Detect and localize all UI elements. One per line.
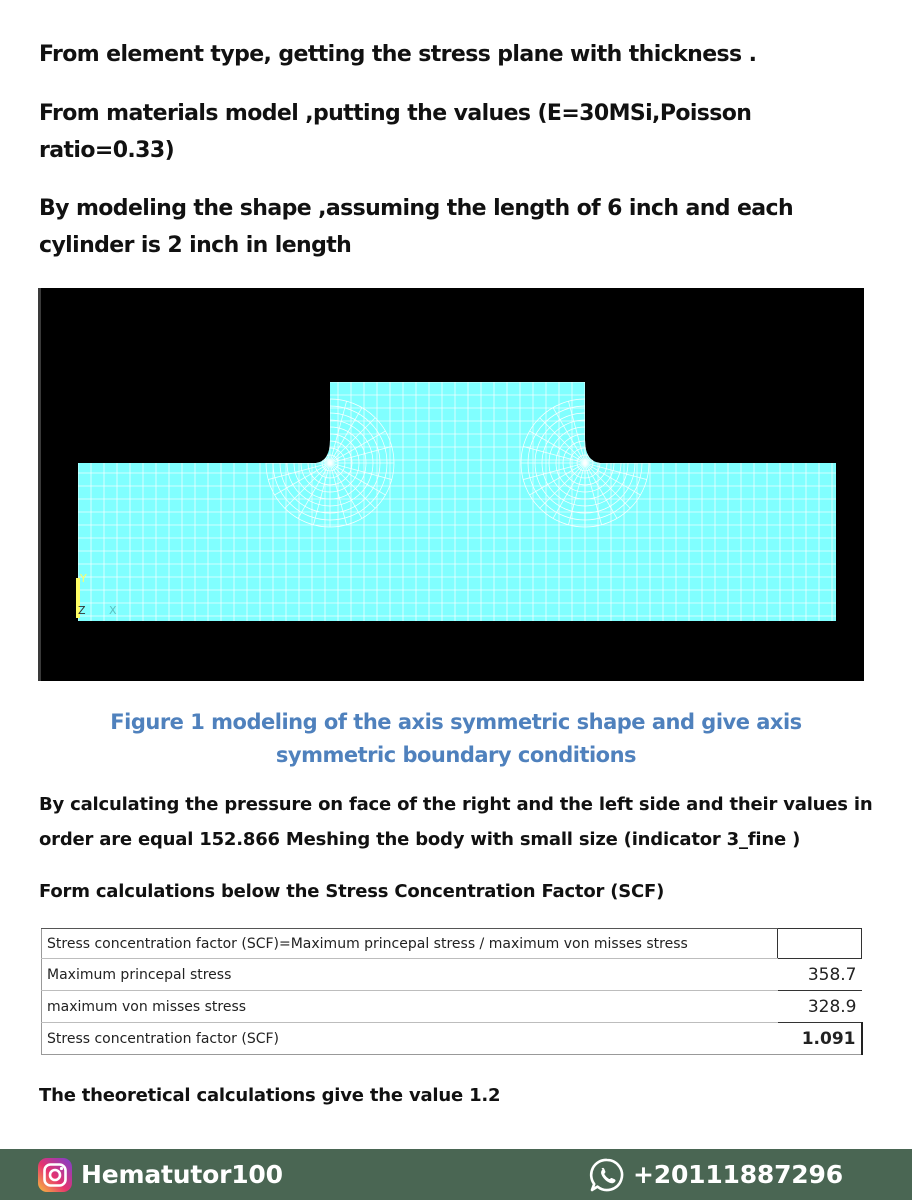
table-row [42,991,862,1023]
table-row [42,1023,862,1055]
mesh-body [78,382,836,621]
mesh-line [585,401,602,463]
mesh-line [585,446,647,463]
phone-number: +20111887296 [633,1160,843,1189]
paragraph-theoretical-value: The theoretical calculations give the value 1.2 [39,1085,501,1106]
mesh-line [585,418,630,463]
instagram-handle: Hematutor100 [81,1160,283,1189]
table-value-cell: 328.9 [778,991,862,1023]
mesh-line [285,418,330,463]
triad-y-label: Y [80,572,87,585]
mesh-line [313,401,330,463]
table-label-cell: Maximum princepal stress [42,959,778,991]
figure-caption: Figure 1 modeling of the axis symmetric shape and give axis symmetric boundary conditions [110,710,802,767]
whatsapp-icon [589,1157,625,1193]
whatsapp-link[interactable] [589,1149,843,1200]
mesh-line [268,446,330,463]
mesh-line [585,408,617,463]
table-row [42,959,862,991]
mesh-line [585,431,640,463]
table-value-cell: 1.091 [778,1023,862,1055]
instagram-icon [37,1157,73,1193]
triad-z-label: Z [78,604,86,617]
table-label-cell: Stress concentration factor (SCF) [42,1023,778,1055]
paragraph-modeling-shape: By modeling the shape ,assuming the length of 6 inch and each cylinder is 2 inch in length [39,196,794,258]
paragraph-pressure-meshing: By calculating the pressure on face of the right and the left side and their values in order are equal 152.866 Meshing the body with small size (indicator 3_fine ) [39,794,873,850]
scf-table [41,928,863,1055]
mesh-line [298,408,330,463]
mesh-plot [38,288,864,681]
table-label-cell: Stress concentration factor (SCF)=Maximum princepal stress / maximum von misses stress [42,929,778,959]
table-value-cell [778,929,862,959]
mesh-figure [38,288,864,681]
table-row [42,929,862,959]
paragraph-scf-intro: Form calculations below the Stress Concentration Factor (SCF) [39,881,665,902]
instagram-link[interactable] [37,1149,283,1200]
paragraph-element-type: From element type, getting the stress plane with thickness . [39,42,757,67]
table-value-cell: 358.7 [778,959,862,991]
triad-x-label: X [109,604,117,617]
footer-bar [0,1149,912,1200]
mesh-line [275,431,330,463]
table-label-cell: maximum von misses stress [42,991,778,1023]
paragraph-materials-model: From materials model ,putting the values (E=30MSi,Poisson ratio=0.33) [39,101,752,163]
